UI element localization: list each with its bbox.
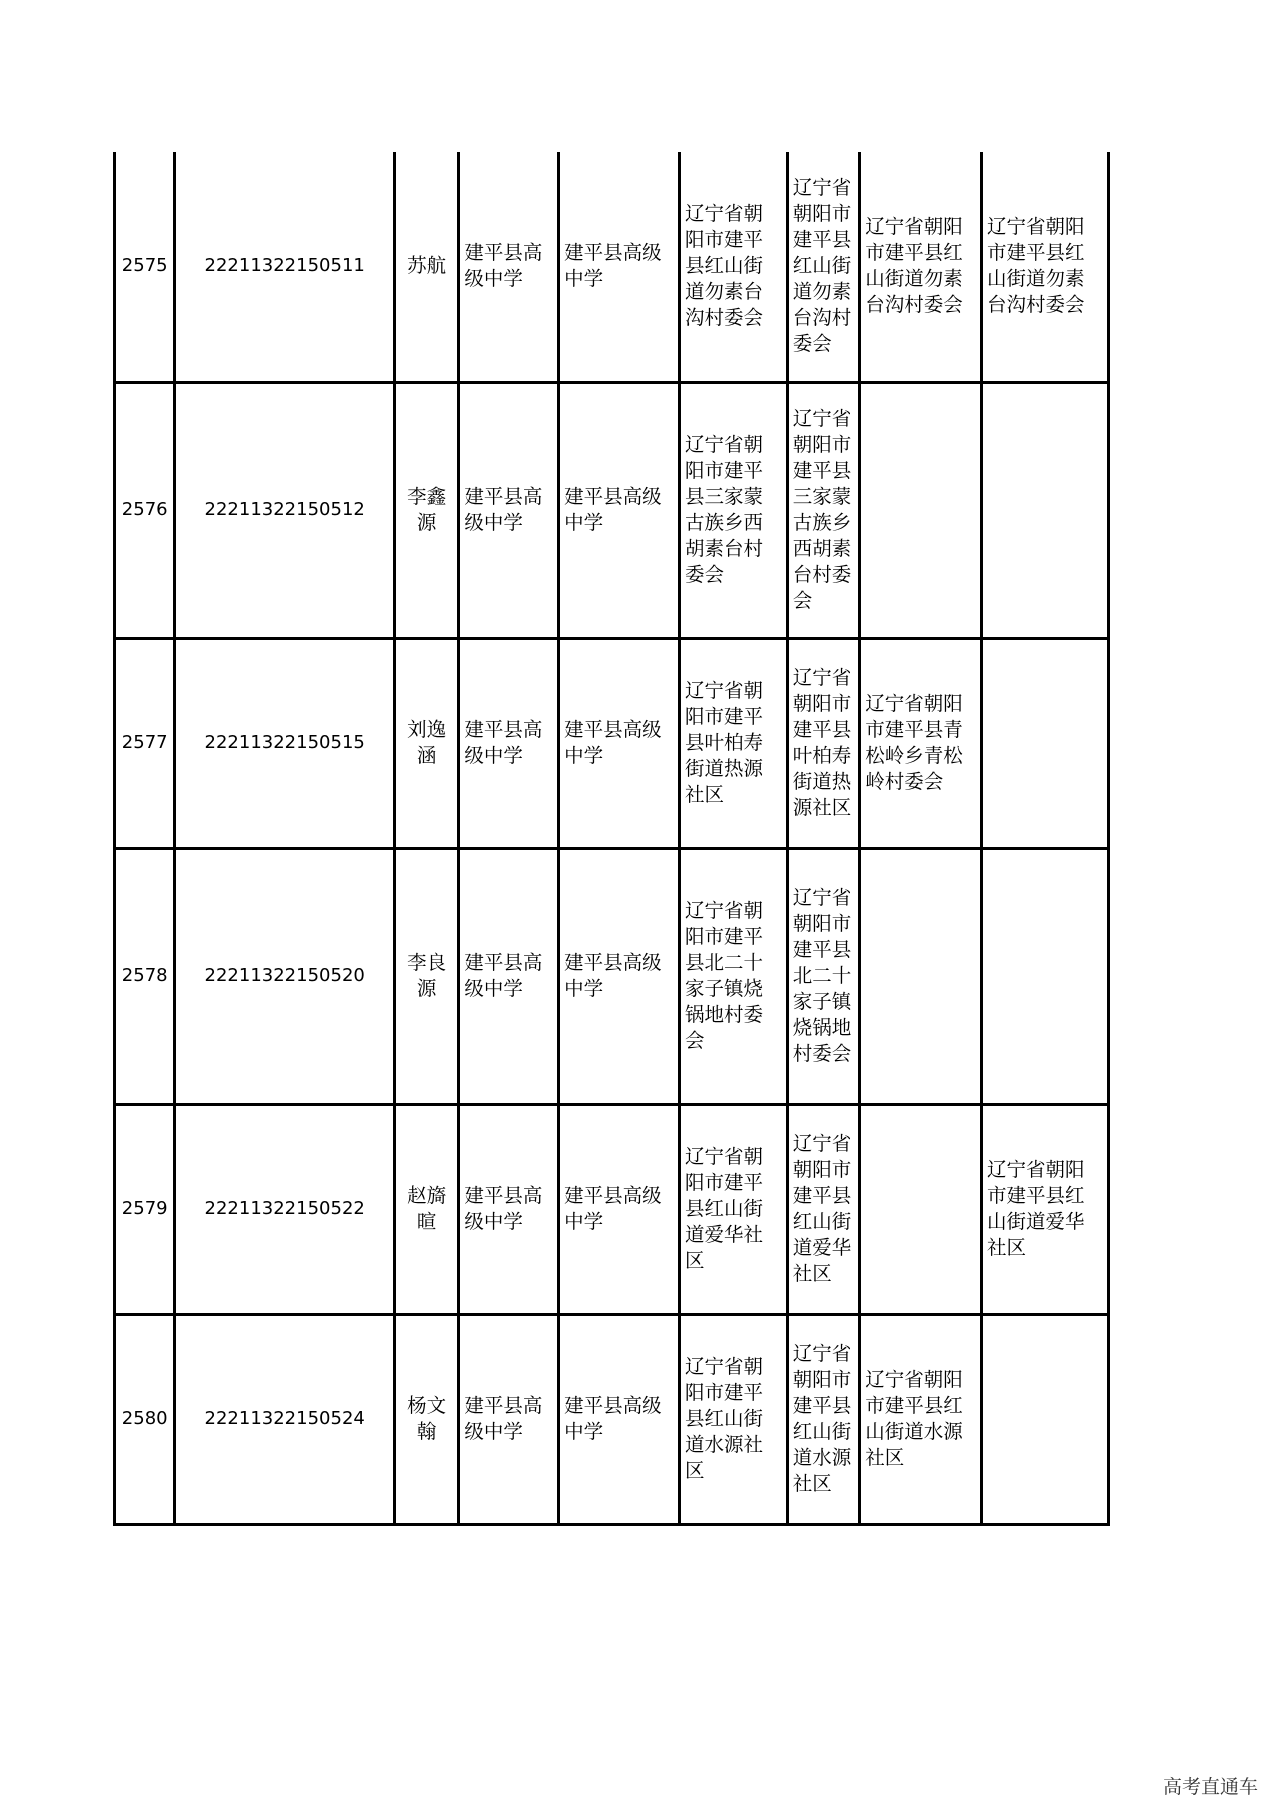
cell-address-3: 辽宁省朝阳市建平县青松岭乡青松岭村委会 bbox=[860, 638, 982, 848]
cell-address-2: 辽宁省朝阳市建平县叶柏寿街道热源社区 bbox=[787, 638, 860, 848]
cell-address-4 bbox=[982, 848, 1109, 1104]
cell-address-4 bbox=[982, 1314, 1109, 1524]
roster-table-wrap bbox=[113, 152, 1110, 1526]
cell-address-1: 辽宁省朝阳市建平县北二十家子镇烧锅地村委会 bbox=[679, 848, 787, 1104]
cell-seq: 2577 bbox=[115, 638, 175, 848]
cell-address-3 bbox=[860, 1104, 982, 1314]
cell-address-3: 辽宁省朝阳市建平县红山街道水源社区 bbox=[860, 1314, 982, 1524]
cell-address-4: 辽宁省朝阳市建平县红山街道爱华社区 bbox=[982, 1104, 1109, 1314]
cell-address-3 bbox=[860, 848, 982, 1104]
watermark-text: 高考直通车 bbox=[1162, 1776, 1258, 1798]
table-row bbox=[115, 382, 1109, 638]
cell-school: 建平县高级中学 bbox=[459, 638, 559, 848]
table-row bbox=[115, 1314, 1109, 1524]
table-row bbox=[115, 638, 1109, 848]
cell-exam-id: 22211322150511 bbox=[175, 152, 395, 382]
cell-school-2: 建平县高级中学 bbox=[559, 638, 680, 848]
roster-table bbox=[113, 152, 1110, 1526]
cell-address-2: 辽宁省朝阳市建平县红山街道水源社区 bbox=[787, 1314, 860, 1524]
cell-school-2: 建平县高级中学 bbox=[559, 848, 680, 1104]
cell-name: 李良源 bbox=[394, 848, 458, 1104]
cell-exam-id: 22211322150524 bbox=[175, 1314, 395, 1524]
cell-address-1: 辽宁省朝阳市建平县叶柏寿街道热源社区 bbox=[679, 638, 787, 848]
cell-seq: 2575 bbox=[115, 152, 175, 382]
cell-exam-id: 22211322150512 bbox=[175, 382, 395, 638]
cell-seq: 2579 bbox=[115, 1104, 175, 1314]
cell-address-1: 辽宁省朝阳市建平县红山街道水源社区 bbox=[679, 1314, 787, 1524]
cell-school-2: 建平县高级中学 bbox=[559, 382, 680, 638]
cell-name: 李鑫源 bbox=[394, 382, 458, 638]
cell-seq: 2578 bbox=[115, 848, 175, 1104]
cell-address-1: 辽宁省朝阳市建平县红山街道勿素台沟村委会 bbox=[679, 152, 787, 382]
cell-address-1: 辽宁省朝阳市建平县红山街道爱华社区 bbox=[679, 1104, 787, 1314]
cell-address-4 bbox=[982, 382, 1109, 638]
cell-name: 刘逸涵 bbox=[394, 638, 458, 848]
cell-school: 建平县高级中学 bbox=[459, 152, 559, 382]
cell-seq: 2576 bbox=[115, 382, 175, 638]
cell-address-4: 辽宁省朝阳市建平县红山街道勿素台沟村委会 bbox=[982, 152, 1109, 382]
cell-exam-id: 22211322150522 bbox=[175, 1104, 395, 1314]
cell-exam-id: 22211322150515 bbox=[175, 638, 395, 848]
cell-address-2: 辽宁省朝阳市建平县红山街道爱华社区 bbox=[787, 1104, 860, 1314]
cell-address-4 bbox=[982, 638, 1109, 848]
cell-address-2: 辽宁省朝阳市建平县红山街道勿素台沟村委会 bbox=[787, 152, 860, 382]
cell-name: 赵旖暄 bbox=[394, 1104, 458, 1314]
table-row bbox=[115, 152, 1109, 382]
cell-address-2: 辽宁省朝阳市建平县北二十家子镇烧锅地村委会 bbox=[787, 848, 860, 1104]
cell-name: 苏航 bbox=[394, 152, 458, 382]
cell-exam-id: 22211322150520 bbox=[175, 848, 395, 1104]
cell-school: 建平县高级中学 bbox=[459, 848, 559, 1104]
cell-address-3 bbox=[860, 382, 982, 638]
cell-school: 建平县高级中学 bbox=[459, 1314, 559, 1524]
table-row bbox=[115, 848, 1109, 1104]
cell-address-1: 辽宁省朝阳市建平县三家蒙古族乡西胡素台村委会 bbox=[679, 382, 787, 638]
cell-school-2: 建平县高级中学 bbox=[559, 1314, 680, 1524]
cell-address-2: 辽宁省朝阳市建平县三家蒙古族乡西胡素台村委会 bbox=[787, 382, 860, 638]
cell-school: 建平县高级中学 bbox=[459, 382, 559, 638]
cell-seq: 2580 bbox=[115, 1314, 175, 1524]
cell-name: 杨文翰 bbox=[394, 1314, 458, 1524]
cell-address-3: 辽宁省朝阳市建平县红山街道勿素台沟村委会 bbox=[860, 152, 982, 382]
cell-school-2: 建平县高级中学 bbox=[559, 1104, 680, 1314]
cell-school: 建平县高级中学 bbox=[459, 1104, 559, 1314]
cell-school-2: 建平县高级中学 bbox=[559, 152, 680, 382]
table-row bbox=[115, 1104, 1109, 1314]
